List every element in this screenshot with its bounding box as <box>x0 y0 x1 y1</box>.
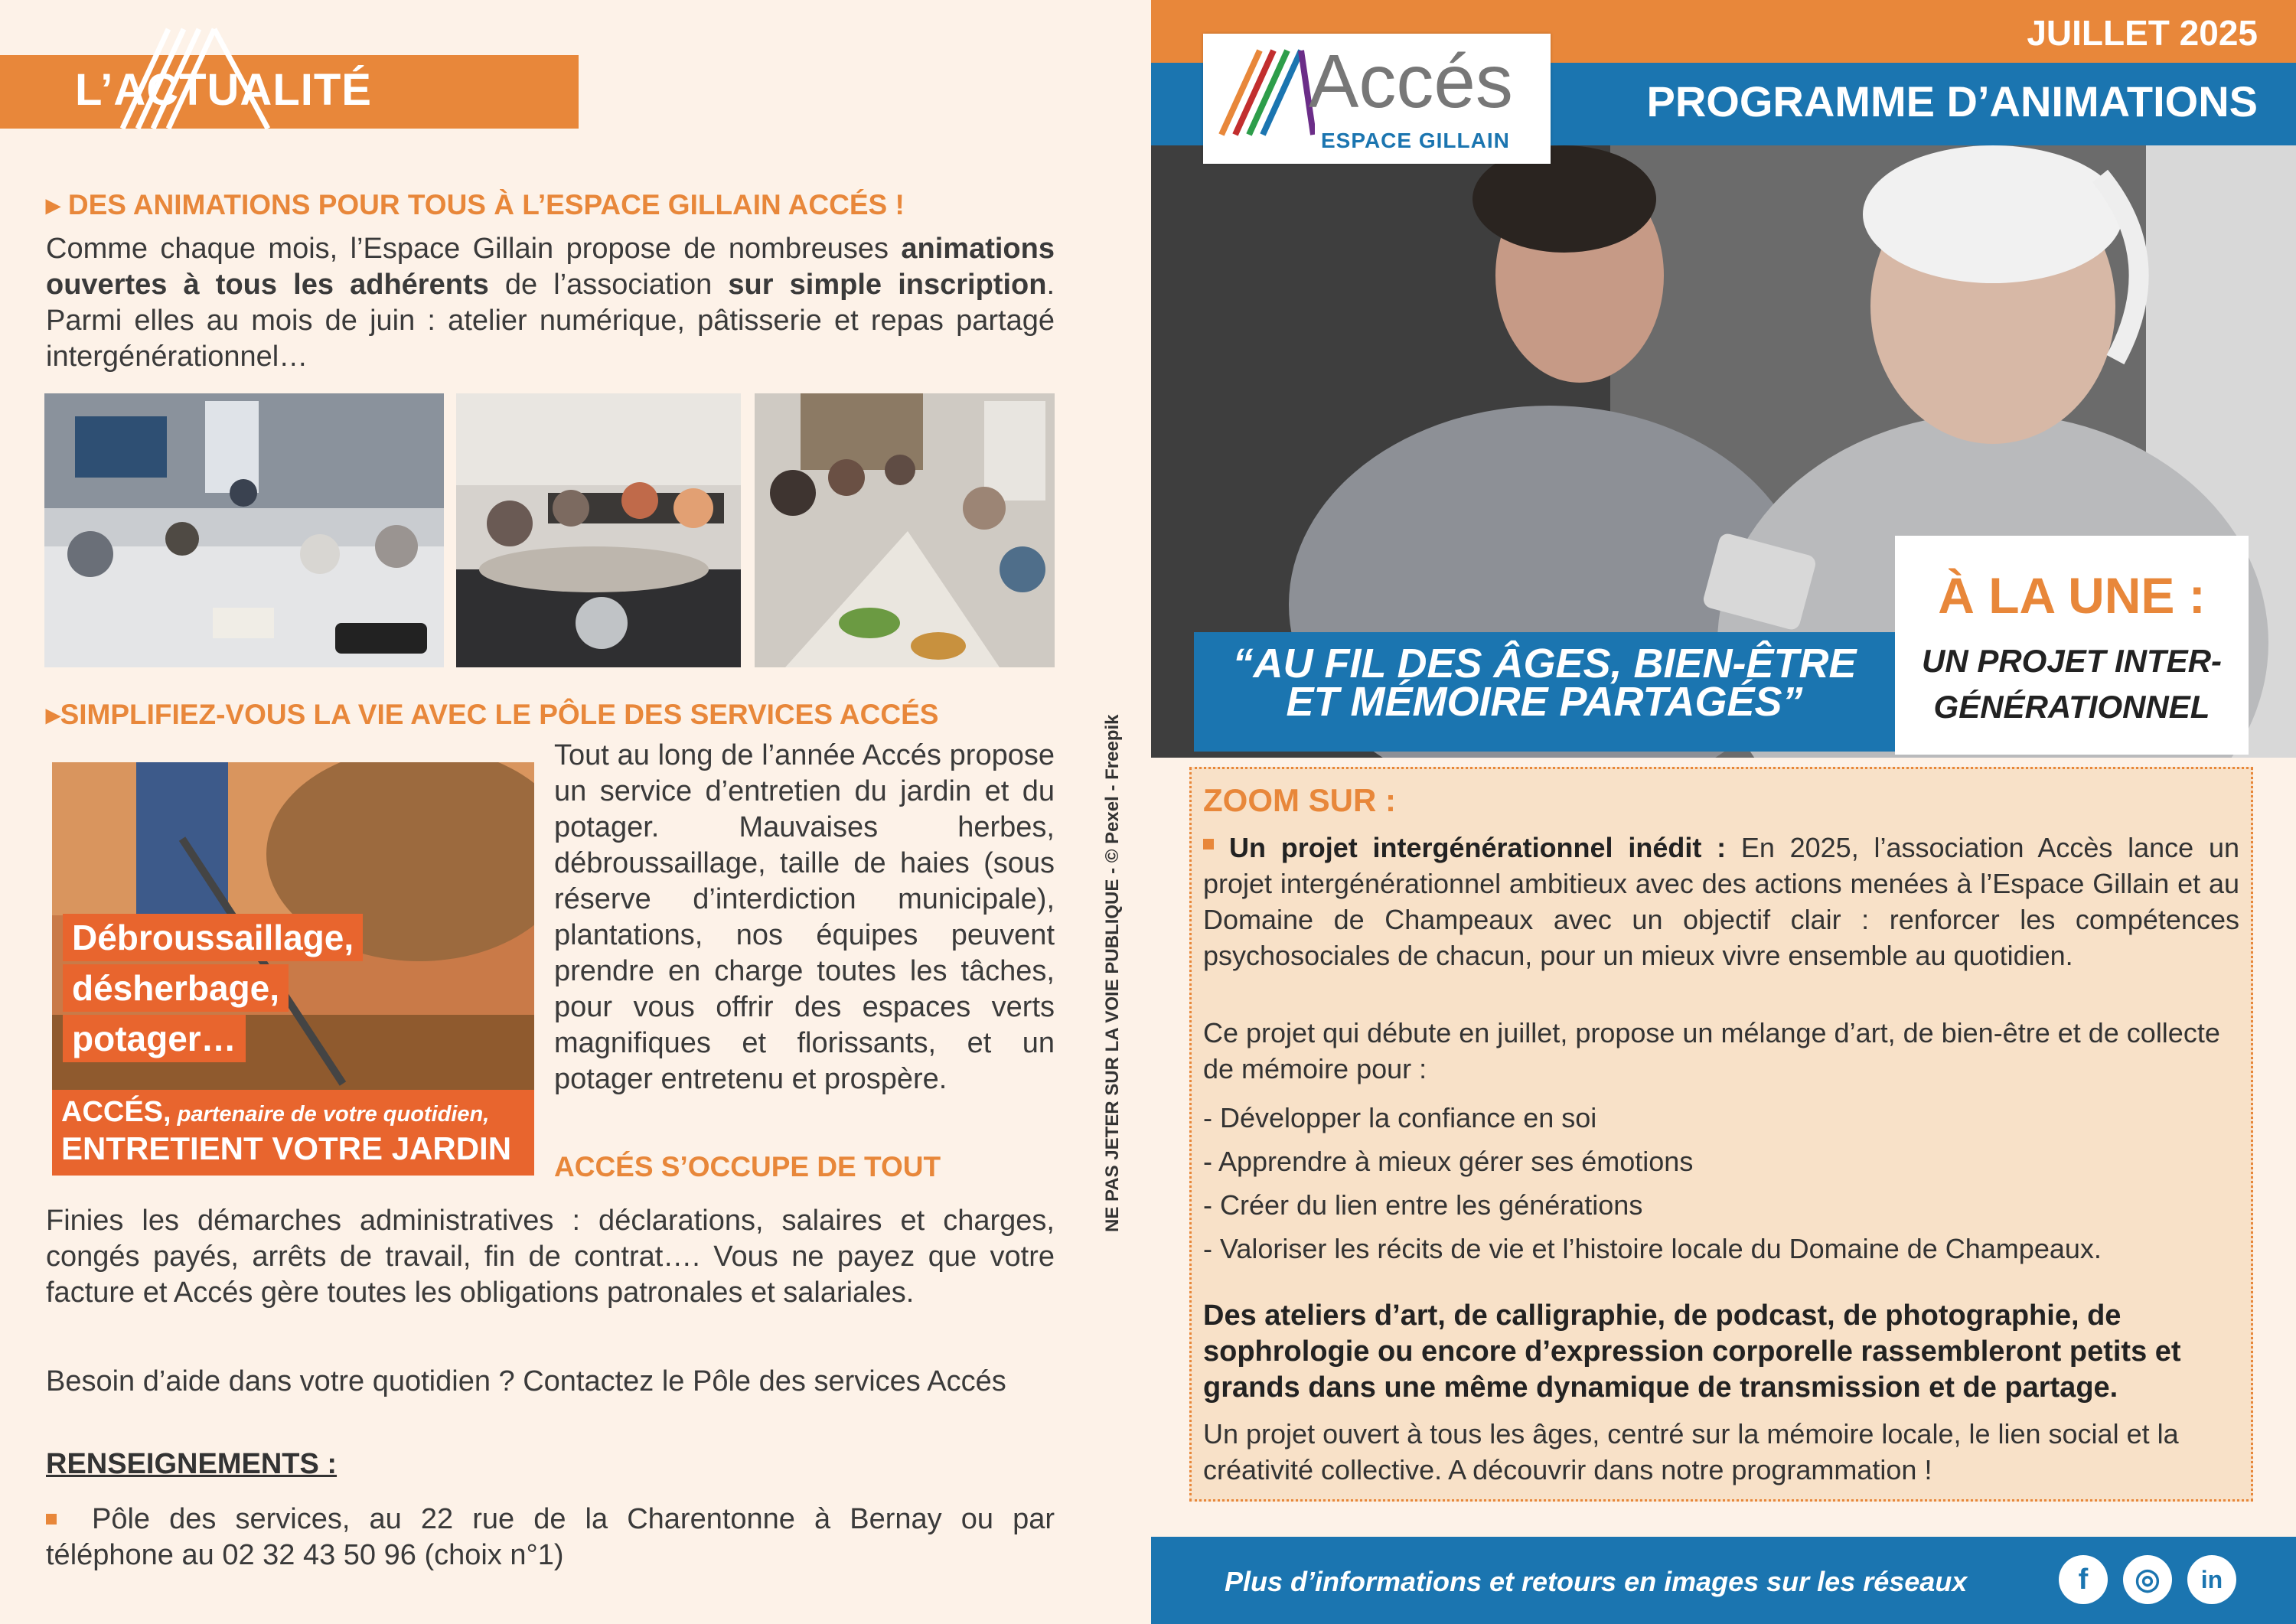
zoom-list-item: - Apprendre à mieux gérer ses émotions <box>1203 1146 1694 1177</box>
admin-paragraph: Finies les démarches administratives : déclarations, salaires et charges, congés payés, arrêts de travail, fin de contrat…. Vous ne payez que votre facture et Accés gère toutes les obligations patronales et salariales. <box>46 1205 1055 1309</box>
zoom-list-item: - Valoriser les récits de vie et l’histoire locale du Domaine de Champeaux. <box>1203 1233 2102 1264</box>
quote-line-2: ET MÉMOIRE PARTAGÉS” <box>1286 679 1803 725</box>
photo-pastry-workshop-image <box>456 393 741 667</box>
help-paragraph: Besoin d’aide dans votre quotidien ? Contactez le Pôle des services Accés <box>46 1365 1006 1397</box>
photo-digital-workshop <box>44 393 444 667</box>
une-sub-line-1: UN PROJET INTER- <box>1921 643 2223 679</box>
zoom-lead-paragraph: Un projet intergénérationnel inédit : En 2025, l’association Accès lance un projet intergénérationnel ambitieux avec des actions menées à l’Espace Gillain et au Domaine de Champeaux avec un objectif clair : renforcer les compétences psychosociales de chacun, pour un mieux vivre ensemble au quotidien. <box>1203 832 2239 971</box>
footer-text: Plus d’informations et retours en images sur les réseaux <box>1225 1566 1968 1597</box>
photo-shared-meal-image <box>755 393 1055 667</box>
instagram-icon[interactable]: ◎ <box>2123 1555 2172 1604</box>
project-quote <box>1194 641 1895 725</box>
facebook-icon[interactable]: f <box>2059 1555 2108 1604</box>
zoom-list-item: - Développer la confiance en soi <box>1203 1102 1597 1133</box>
services-paragraph: Tout au long de l’année Accés propose un service d’entretien du jardin et du potager. Mauvaises herbes, débroussaillage, taille de haies (sous réserve d’interdiction municipale), plantations, nos équipes peuvent prendre en charge toutes les tâches, pour vous offrir des espaces verts magnifiques et florissants, et un potager entretenu et prospère. <box>554 739 1055 1095</box>
zoom-bold-paragraph: Des ateliers d’art, de calligraphie, de podcast, de photographie, de sophrologie ou encore d’expression corporelle rassembleront petits et grands dans une même dynamique de transmission et de partage. <box>1203 1300 2181 1404</box>
photo-shared-meal <box>755 393 1055 667</box>
logo-subtext: ESPACE GILLAIN <box>1321 129 1510 152</box>
une-sub-line-2: GÉNÉRATIONNEL <box>1933 689 2210 725</box>
a-la-une-title: À LA UNE : <box>1938 567 2206 624</box>
ad-line-1: Débroussaillage, <box>63 914 363 961</box>
a-la-une-subtitle <box>1895 638 2249 730</box>
contact-info: Pôle des services, au 22 rue de la Charentonne à Bernay ou par téléphone au 02 32 43 50 96 (choix n°1) <box>46 1503 1055 1571</box>
zoom-last-paragraph: Un projet ouvert à tous les âges, centré sur la mémoire locale, le lien social et la créativité collective. A découvrir dans notre programmation ! <box>1203 1418 2179 1485</box>
ad-footer <box>52 1090 534 1176</box>
logo-text: Accés <box>1309 39 1513 123</box>
zoom-paragraph-2: Ce projet qui débute en juillet, propose un mélange d’art, de bien-être et de collecte de mémoire pour : <box>1203 1017 2220 1084</box>
issue-date: JUILLET 2025 <box>2027 13 2258 53</box>
ad-line-2: désherbage, <box>63 964 289 1012</box>
zoom-title: ZOOM SUR : <box>1203 782 1396 818</box>
program-title: PROGRAMME D’ANIMATIONS <box>1646 77 2258 126</box>
photo-pastry-workshop <box>456 393 741 667</box>
acces-logo <box>1203 34 1551 164</box>
quote-line-1: “AU FIL DES ÂGES, BIEN-ÊTRE <box>1232 641 1857 686</box>
ad-line-3: potager… <box>63 1015 246 1062</box>
actualite-title: L’ACTUALITÉ <box>75 65 372 115</box>
garden-ad <box>52 762 534 1176</box>
ad-main: ENTRETIENT VOTRE JARDIN <box>61 1130 512 1166</box>
linkedin-icon[interactable]: in <box>2187 1555 2236 1604</box>
acces-occupe-title: ACCÉS S’OCCUPE DE TOUT <box>554 1151 941 1182</box>
zoom-list <box>1203 1096 2239 1270</box>
section-animations-title: ▸ DES ANIMATIONS POUR TOUS À L’ESPACE GILLAIN ACCÉS ! <box>46 189 905 220</box>
zoom-list-item: - Créer du lien entre les générations <box>1203 1189 1643 1221</box>
photo-digital-workshop-image <box>44 393 444 667</box>
renseignements-title: RENSEIGNEMENTS : <box>46 1448 338 1480</box>
animations-paragraph: Comme chaque mois, l’Espace Gillain propose de nombreuses animations ouvertes à tous les adhérents de l’association sur simple inscription. Parmi elles au mois de juin : atelier numérique, pâtisserie et repas partagé intergénérationnel… <box>46 233 1055 373</box>
ad-tagline: ACCÉS, partenaire de votre quotidien, <box>61 1096 490 1128</box>
vertical-note: NE PAS JETER SUR LA VOIE PUBLIQUE - © Pexel - Freepik <box>1102 714 1123 1232</box>
logo-stripes-color-icon <box>1215 43 1315 142</box>
section-services-title: ▸SIMPLIFIEZ-VOUS LA VIE AVEC LE PÔLE DES SERVICES ACCÉS <box>46 699 939 730</box>
